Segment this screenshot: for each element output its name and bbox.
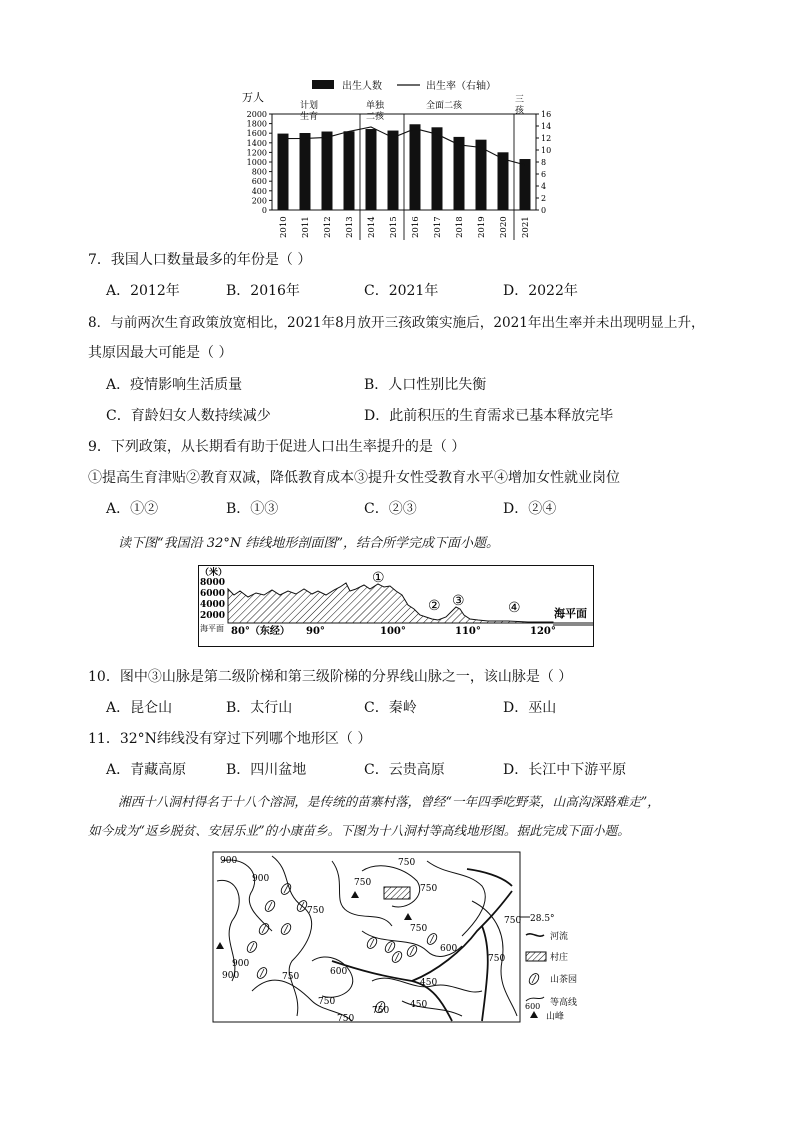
bar-2019 bbox=[476, 140, 487, 210]
contour-label: 900 bbox=[252, 874, 270, 884]
left-axis-ticks bbox=[247, 110, 272, 215]
profile-ytick-8000: 8000 bbox=[200, 578, 226, 588]
q10-stem: 10．图中③山脉是第二级阶梯和第三级阶梯的分界线山脉之一，该山脉是（ ） bbox=[88, 669, 573, 685]
q8-option-d: D．此前积压的生育需求已基本释放完毕 bbox=[364, 408, 614, 424]
profile-xlabel-80: 80°（东经） bbox=[231, 626, 290, 637]
phase-label-3: 全面二孩 bbox=[426, 101, 463, 111]
q8-option-b: B．人口性别比失衡 bbox=[364, 377, 487, 393]
contour-label: 750 bbox=[354, 878, 372, 888]
q9-policy-list: ①提高生育津贴②教育双减，降低教育成本③提升女性受教育水平④增加女性就业岗位 bbox=[88, 470, 620, 486]
right-tick-label: 8 bbox=[541, 158, 547, 167]
phase-label-1b: 生育 bbox=[300, 112, 319, 122]
right-tick-label: 12 bbox=[541, 134, 552, 143]
map-legend bbox=[525, 930, 577, 1022]
phase-label-4b: 孩 bbox=[515, 106, 525, 116]
legend-contour-value: 600 bbox=[525, 1002, 541, 1011]
contour-label: 750 bbox=[410, 924, 428, 934]
q11-option-c: C．云贵高原 bbox=[364, 762, 445, 778]
x-tick-label-2017: 2017 bbox=[433, 216, 443, 238]
x-tick-label-2018: 2018 bbox=[455, 216, 465, 238]
profile-xlabel-120: 120° bbox=[530, 626, 556, 637]
bar-2013 bbox=[344, 131, 355, 210]
profile-intro: 读下图“我国沿 32°N 纬线地形剖面图”，结合所学完成下面小题。 bbox=[118, 536, 499, 551]
right-axis-ticks bbox=[536, 110, 551, 215]
right-tick-label: 14 bbox=[541, 122, 552, 131]
contour-label: 750 bbox=[318, 997, 336, 1007]
x-tick-label-2015: 2015 bbox=[389, 216, 399, 238]
profile-marker-4: ④ bbox=[508, 600, 521, 616]
legend-village-label: 村庄 bbox=[550, 953, 569, 963]
profile-unit: （米） bbox=[200, 568, 228, 578]
birth-chart bbox=[230, 72, 570, 244]
left-tick-label: 800 bbox=[251, 167, 267, 177]
contour-label: 900 bbox=[232, 959, 250, 969]
legend-bar-label: 出生人数 bbox=[342, 81, 382, 92]
contour-label: 750 bbox=[420, 884, 438, 894]
sea-level-label-right: 海平面 bbox=[554, 607, 587, 620]
left-tick-label: 1600 bbox=[246, 129, 267, 139]
q9-option-a: A．①② bbox=[106, 501, 159, 517]
q11-option-a: A．青藏高原 bbox=[106, 762, 187, 778]
contour-label: 750 bbox=[372, 1006, 390, 1016]
x-tick-label-2013: 2013 bbox=[345, 216, 355, 238]
contour-label: 900 bbox=[220, 856, 238, 866]
bar-2021 bbox=[520, 159, 531, 210]
q9-option-d: D．②④ bbox=[503, 501, 557, 517]
contour-label: 450 bbox=[410, 1000, 428, 1010]
map-intro-line2: 如今成为“返乡脱贫、安居乐业”的小康苗乡。下图为十八洞村等高线地形图。据此完成下面小题。 bbox=[88, 823, 630, 838]
village bbox=[384, 887, 410, 899]
sea-level-label-left: 海平面 bbox=[200, 624, 224, 633]
contour-label: 600 bbox=[440, 944, 458, 954]
q10-option-d: D．巫山 bbox=[503, 700, 557, 716]
bar-2014 bbox=[366, 129, 377, 210]
left-tick-label: 1400 bbox=[246, 138, 267, 148]
terrain-profile bbox=[198, 565, 594, 647]
contour-label: 750 bbox=[307, 906, 325, 916]
left-tick-label: 1200 bbox=[246, 148, 267, 158]
contour-label: 750 bbox=[337, 1014, 355, 1024]
q7-option-a: A．2012年 bbox=[106, 283, 180, 299]
contour-label: 750 bbox=[282, 972, 300, 982]
profile-ytick-4000: 4000 bbox=[200, 600, 226, 610]
left-tick-label: 2000 bbox=[246, 110, 267, 119]
q7-stem: 7．我国人口数量最多的年份是（ ） bbox=[88, 252, 312, 268]
q11-stem: 11．32°N纬线没有穿过下列哪个地形区（ ） bbox=[88, 731, 372, 747]
right-tick-label: 6 bbox=[541, 170, 547, 179]
q8-stem-line2: 其原因最大可能是（ ） bbox=[88, 345, 233, 361]
q7-option-b: B．2016年 bbox=[226, 283, 300, 299]
bar-2018 bbox=[454, 137, 465, 210]
contour-label: 900 bbox=[222, 971, 240, 981]
contour-label: 750 bbox=[504, 916, 522, 926]
profile-marker-2: ② bbox=[428, 598, 441, 614]
left-tick-label: 0 bbox=[261, 206, 267, 215]
x-tick-label-2011: 2011 bbox=[301, 216, 311, 238]
q7-option-d: D．2022年 bbox=[503, 283, 578, 299]
left-tick-label: 200 bbox=[251, 196, 267, 206]
legend-bar-swatch bbox=[312, 80, 334, 89]
profile-ytick-6000: 6000 bbox=[200, 589, 226, 599]
phase-label-1a: 计划 bbox=[300, 101, 319, 111]
right-tick-label: 16 bbox=[541, 110, 552, 119]
x-tick-label-2012: 2012 bbox=[323, 216, 333, 238]
q11-option-d: D．长江中下游平原 bbox=[503, 762, 627, 778]
left-tick-label: 1800 bbox=[246, 119, 267, 129]
contour-label: 600 bbox=[330, 967, 348, 977]
map-intro-line1: 湘西十八洞村得名于十八个溶洞，是传统的苗寨村落，曾经“一年四季吃野菜，山高沟深路难走”， bbox=[118, 794, 660, 809]
right-tick-label: 4 bbox=[541, 182, 547, 191]
left-tick-label: 600 bbox=[251, 177, 267, 187]
legend-river-label: 河流 bbox=[550, 932, 569, 942]
bar-2010 bbox=[278, 134, 289, 210]
right-tick-label: 10 bbox=[541, 146, 552, 155]
q8-option-c: C．育龄妇女人数持续减少 bbox=[106, 408, 271, 424]
right-tick-label: 0 bbox=[541, 206, 547, 215]
legend-peak-label: 山峰 bbox=[546, 1012, 565, 1022]
profile-marker-1: ① bbox=[372, 570, 385, 586]
bar-2016 bbox=[410, 124, 421, 210]
x-tick-label-2016: 2016 bbox=[411, 216, 421, 238]
q9-option-b: B．①③ bbox=[226, 501, 279, 517]
profile-xlabel-110: 110° bbox=[455, 626, 481, 637]
bar-2017 bbox=[432, 127, 443, 210]
profile-ytick-2000: 2000 bbox=[200, 611, 226, 621]
bar-2015 bbox=[388, 131, 399, 210]
phase-label-4a: 三 bbox=[515, 95, 525, 105]
latitude-label: 28.5° bbox=[530, 914, 555, 924]
phase-label-2b: 二孩 bbox=[366, 112, 385, 122]
legend-contour-label: 等高线 bbox=[550, 998, 578, 1008]
bar-2012 bbox=[322, 132, 333, 210]
y-axis-unit: 万人 bbox=[242, 91, 264, 104]
q8-stem-line1: 8．与前两次生育政策放宽相比，2021年8月放开三孩政策实施后，2021年出生率并未出现明显上升， bbox=[88, 315, 705, 331]
q11-option-b: B．四川盆地 bbox=[226, 762, 307, 778]
q10-option-c: C．秦岭 bbox=[364, 700, 417, 716]
right-tick-label: 2 bbox=[541, 194, 547, 203]
x-tick-label-2010: 2010 bbox=[279, 216, 289, 238]
profile-marker-3: ③ bbox=[452, 593, 465, 609]
contour-label: 450 bbox=[420, 978, 438, 988]
contour-label: 750 bbox=[398, 858, 416, 868]
left-tick-label: 1000 bbox=[246, 158, 267, 167]
phase-label-2a: 单独 bbox=[366, 101, 385, 111]
legend-tea-label: 山茶园 bbox=[550, 975, 578, 985]
q10-option-b: B．太行山 bbox=[226, 700, 293, 716]
x-tick-label-2019: 2019 bbox=[477, 216, 487, 238]
q10-option-a: A．昆仑山 bbox=[106, 700, 173, 716]
q9-option-c: C．②③ bbox=[364, 501, 417, 517]
x-tick-label-2021: 2021 bbox=[521, 216, 531, 238]
q8-option-a: A．疫情影响生活质量 bbox=[106, 377, 243, 393]
legend-line-label: 出生率（右轴） bbox=[426, 81, 496, 92]
profile-xlabel-100: 100° bbox=[380, 626, 406, 637]
profile-xlabel-90: 90° bbox=[306, 626, 325, 637]
bar-2011 bbox=[300, 133, 311, 210]
q9-stem: 9．下列政策，从长期看有助于促进人口出生率提升的是（ ） bbox=[88, 439, 466, 455]
bar-2020 bbox=[498, 152, 509, 210]
contour-map bbox=[212, 851, 596, 1025]
x-tick-label-2014: 2014 bbox=[367, 216, 377, 238]
left-tick-label: 400 bbox=[251, 186, 267, 196]
contour-label: 750 bbox=[488, 954, 506, 964]
x-tick-label-2020: 2020 bbox=[499, 216, 509, 238]
q7-option-c: C．2021年 bbox=[364, 283, 439, 299]
x-axis-labels bbox=[279, 216, 531, 238]
